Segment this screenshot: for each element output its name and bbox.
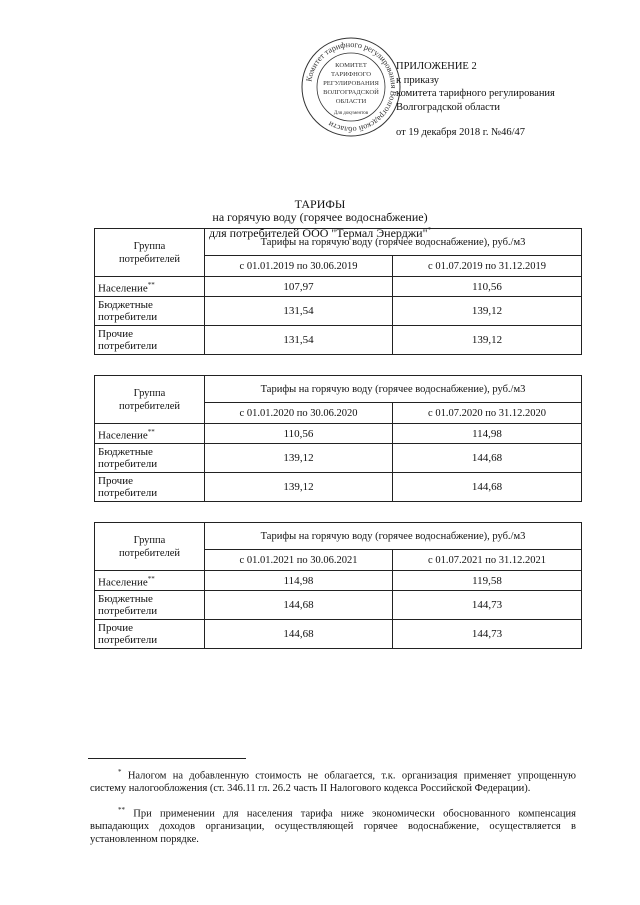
tariff-value: 139,12 xyxy=(393,326,582,355)
tariff-value: 114,98 xyxy=(205,571,393,591)
row-label-population: Население** xyxy=(95,424,205,444)
tariff-table-2021 xyxy=(94,522,582,649)
region-name: Волгоградской области xyxy=(396,101,501,113)
period-second-half: с 01.07.2020 по 31.12.2020 xyxy=(393,403,582,424)
period-first-half: с 01.01.2021 по 30.06.2021 xyxy=(205,550,393,571)
row-label-budget: Бюджетные потребители xyxy=(95,297,205,326)
tariff-header: Тарифы на горячую воду (горячее водоснабжение), руб./м3 xyxy=(205,229,582,256)
annex-header xyxy=(396,60,555,140)
tariff-value: 110,56 xyxy=(205,424,393,444)
row-label-budget: Бюджетные потребители xyxy=(95,591,205,620)
seal-line: КОМИТЕТ xyxy=(335,62,367,69)
seal-line: ВОЛГОГРАДСКОЙ xyxy=(323,89,379,96)
tariff-value: 139,12 xyxy=(205,444,393,473)
tariff-value: 139,12 xyxy=(205,473,393,502)
order-ref: к приказу xyxy=(396,74,439,86)
tariff-value: 131,54 xyxy=(205,326,393,355)
tariff-value: 144,73 xyxy=(393,591,582,620)
committee-name: комитета тарифного регулирования xyxy=(396,88,555,99)
tariff-value: 144,68 xyxy=(393,473,582,502)
order-date: от 19 декабря 2018 г. №46/47 xyxy=(396,127,526,138)
period-first-half: с 01.01.2020 по 30.06.2020 xyxy=(205,403,393,424)
period-second-half: с 01.07.2019 по 31.12.2019 xyxy=(393,256,582,277)
title-sub: на горячую воду (горячее водоснабжение) xyxy=(212,210,428,224)
committee-seal xyxy=(300,36,402,138)
tariff-table-2019 xyxy=(94,228,582,355)
footnote-population: ** При применении для населения тарифа ниже экономически обоснованного компенсация выпадающих доходов организации, осуществляющей горячее водоснабжение, осуществляется в установленном порядке. xyxy=(90,806,576,845)
tariff-value: 110,56 xyxy=(393,277,582,297)
title-consumers: для потребителей ООО "Термал Энерджи"* xyxy=(208,226,431,240)
tariff-table-2020 xyxy=(94,375,582,502)
tariff-value: 119,58 xyxy=(393,571,582,591)
period-second-half: с 01.07.2021 по 31.12.2021 xyxy=(393,550,582,571)
tariff-value: 144,68 xyxy=(205,620,393,649)
seal-line: РЕГУЛИРОВАНИЯ xyxy=(323,80,379,87)
seal-line: ТАРИФНОГО xyxy=(330,71,372,78)
period-first-half: с 01.01.2019 по 30.06.2019 xyxy=(205,256,393,277)
row-label-other: Прочие потребители xyxy=(95,326,205,355)
title-main: ТАРИФЫ xyxy=(294,197,346,211)
tariff-value: 114,98 xyxy=(393,424,582,444)
group-header: Группа потребителей xyxy=(95,523,205,571)
seal-line: Для документов xyxy=(333,111,369,116)
tariff-value: 144,68 xyxy=(205,591,393,620)
row-label-budget: Бюджетные потребители xyxy=(95,444,205,473)
tariff-value: 131,54 xyxy=(205,297,393,326)
row-label-other: Прочие потребители xyxy=(95,620,205,649)
tariff-header: Тарифы на горячую воду (горячее водоснабжение), руб./м3 xyxy=(205,376,582,403)
tariff-value: 139,12 xyxy=(393,297,582,326)
group-header: Группа потребителей xyxy=(95,229,205,277)
annex-label: ПРИЛОЖЕНИЕ 2 xyxy=(396,61,477,72)
group-header: Группа потребителей xyxy=(95,376,205,424)
seal-ring-text: Комитет тарифного регулирования Волгоградской области xyxy=(304,39,399,135)
row-label-other: Прочие потребители xyxy=(95,473,205,502)
tariff-value: 107,97 xyxy=(205,277,393,297)
row-label-population: Население** xyxy=(95,571,205,591)
tariff-header: Тарифы на горячую воду (горячее водоснабжение), руб./м3 xyxy=(205,523,582,550)
footnote-divider xyxy=(88,758,246,759)
row-label-population: Население** xyxy=(95,277,205,297)
footnote-vat: * Налогом на добавленную стоимость не облагается, т.к. организация применяет упрощенную систему налогообложения (ст. 346.11 гл. 26.2 часть II Налогового кодекса Российской Федерации). xyxy=(90,768,577,794)
tariff-value: 144,73 xyxy=(393,620,582,649)
tariff-value: 144,68 xyxy=(393,444,582,473)
seal-line: ОБЛАСТИ xyxy=(335,98,367,105)
